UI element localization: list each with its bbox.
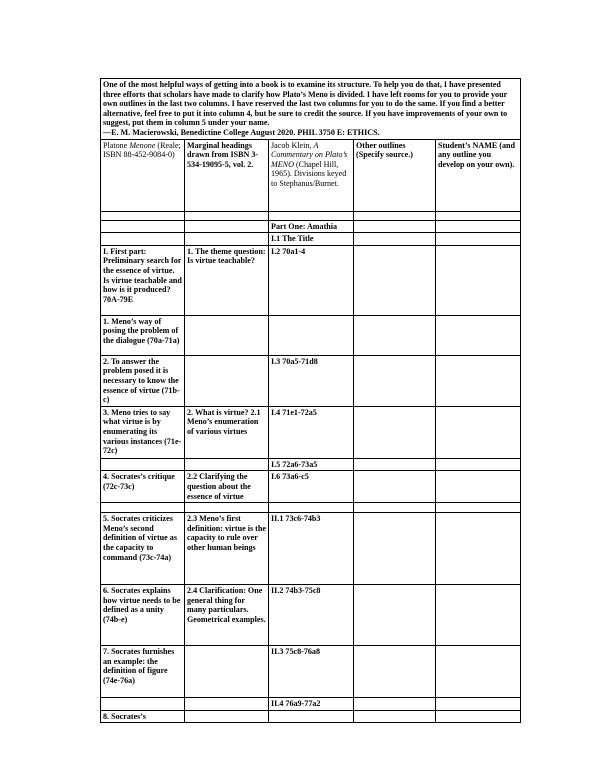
table-row bbox=[101, 211, 521, 220]
header-col4: Other outlines (Specify source.) bbox=[354, 139, 436, 211]
table-row: 8. Socrates’s bbox=[101, 710, 521, 723]
header-col2: Marginal headings drawn from ISBN 3-534-19095-5, vol. 2. bbox=[185, 139, 269, 211]
intro-cell bbox=[101, 79, 521, 140]
header-row bbox=[101, 139, 521, 211]
table-row: II.4 76a9-77a2 bbox=[101, 698, 521, 711]
intro-row bbox=[101, 79, 521, 140]
table-row bbox=[101, 503, 521, 513]
table-row: I.1 The Title bbox=[101, 233, 521, 246]
table-row: 4. Socrates’s critique (72c-73c) 2.2 Clarifying the question about the essence of virtue I.6 73a6-c5 bbox=[101, 471, 521, 503]
table-row: 3. Meno tries to say what virtue is by enumerating its various instances (71e-72c) 2. What is virtue? 2.1 Meno’s enumeration of various virtues I.4 71e1-72a5 bbox=[101, 406, 521, 458]
header-col1: Platone Menone (Reale; ISBN 88-452-9084-0) bbox=[101, 139, 185, 211]
intro-paragraph: One of the most helpful ways of getting into a book is to examine its structure. To help you do that, I have presented three efforts that scholars have made to clarify how Plato’s Meno is divided. I have left rooms for you to provide your own outlines in the last two columns. I have reserved the last two columns for you to do the same. If you find a better alternative, feel free to put it into column 4, but be sure to credit the source. If you have improvements of your own to suggest, put them in column 5 under your name. bbox=[103, 80, 508, 128]
table-row: 2. To answer the problem posed it is necessary to know the essence of virtue (71b-c) I.3 70a5-71d8 bbox=[101, 355, 521, 406]
header-col3: Jacob Klein, A Commentary on Plato’s MENO (Chapel Hill, 1965). Divisions keyed to Stephanus/Burnet. bbox=[269, 139, 354, 211]
header-col5: Student’s NAME (and any outline you develop on your own). bbox=[436, 139, 521, 211]
outline-table bbox=[100, 78, 521, 723]
table-row: 1. Meno’s way of posing the problem of the dialogue (70a-71a) bbox=[101, 315, 521, 355]
table-row: I. First part: Preliminary search for the essence of virtue. Is virtue teachable and how is it produced? 70A-79E 1. The theme question: Is virtue teachable? I.2 70a1-4 bbox=[101, 245, 521, 315]
table-row: 5. Socrates criticizes Meno’s second definition of virtue as the capacity to command (73c-74a) 2.3 Meno’s first definition: virtue is the capacity to rule over other human beings II.1 73c6-74b3 bbox=[101, 513, 521, 585]
table-row: 6. Socrates explains how virtue needs to be defined as a unity (74b-e) 2.4 Clarification: One general thing for many particulars. Geometrical examples. II.2 74b3-75c8 bbox=[101, 585, 521, 646]
intro-signature: —E. M. Macierowski, Benedictine College August 2020. PHIL 3750 E: ETHICS. bbox=[103, 127, 380, 137]
table-row: Part One: Amathia bbox=[101, 220, 521, 233]
table-row: 7. Socrates furnishes an example: the definition of figure (74e-76a) II.3 75c8-76a8 bbox=[101, 646, 521, 698]
table-row: I.5 72a6-73a5 bbox=[101, 458, 521, 471]
